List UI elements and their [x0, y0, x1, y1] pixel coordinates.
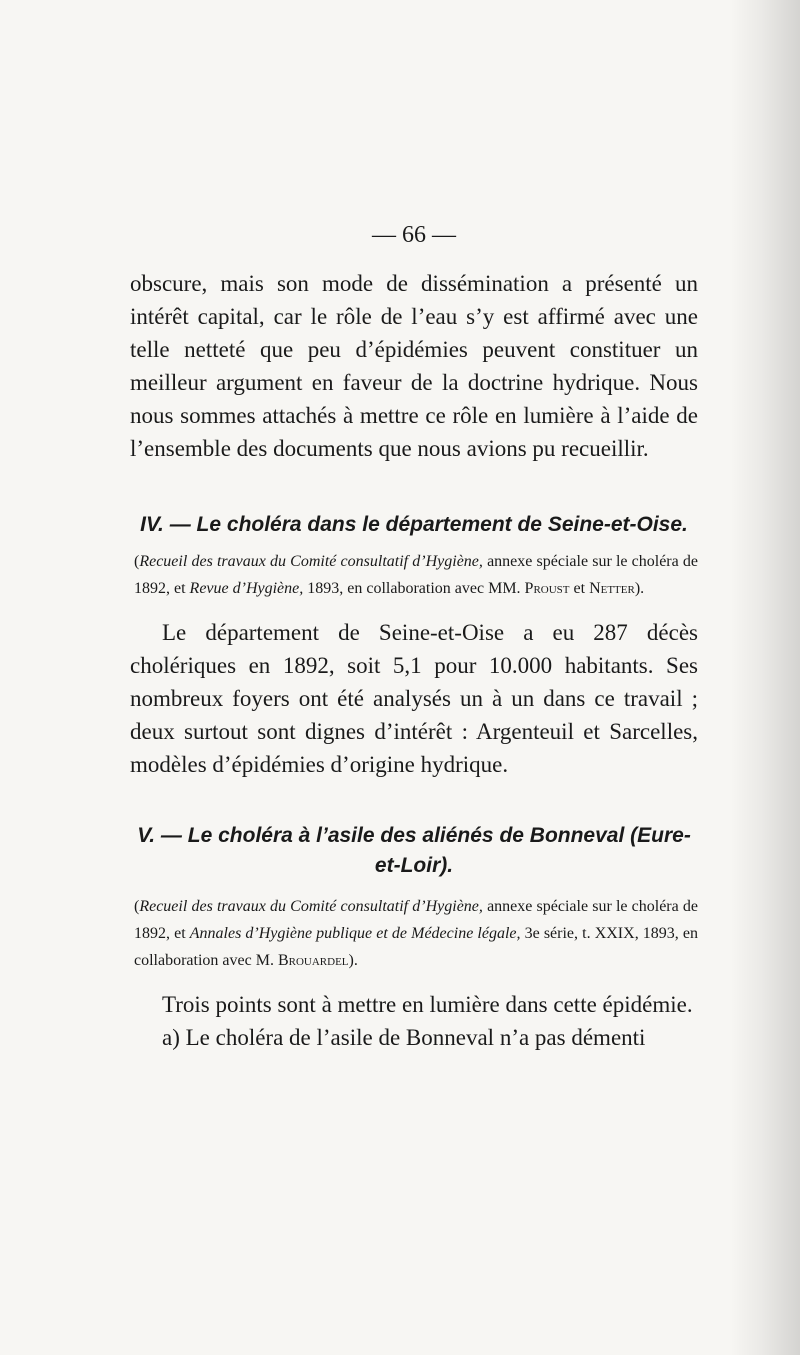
section-iv-heading: IV. — Le choléra dans le département de Seine-et-Oise. [140, 513, 688, 536]
intro-paragraph: obscure, mais son mode de dissémination a présenté un intérêt capital, car le rôle de l’eau s’y est affirmé avec une telle netteté que peu d’épidémies peuvent constituer un meilleur argument en faveur de la doctrine hydrique. Nous nous sommes attachés à mettre ce rôle en lumière à l’aide de l’ensemble des documents que nous avions pu recueillir. [130, 271, 698, 461]
section-iv-reference: (Recueil des travaux du Comité consultatif d’Hygiène, annexe spéciale sur le choléra de 1892, et Revue d’Hygiène, 1893, en collaboration avec MM. Proust et Netter). [134, 553, 699, 597]
page-content [130, 222, 698, 1054]
section-v-paragraph-2: a) Le choléra de l’asile de Bonneval n’a pas démenti [162, 1025, 646, 1050]
author-name: Brouardel [277, 952, 349, 969]
source-title: Revue d’Hygiène, [189, 580, 304, 597]
section-v-reference: (Recueil des travaux du Comité consultatif d’Hygiène, annexe spéciale sur le choléra de 1892, et Annales d’Hygiène publique et de Médecine légale, 3e série, t. XXIX, 1893, en collaboration avec M. Brouardel). [134, 898, 699, 969]
page-edge-shadow [730, 0, 800, 1355]
section-v-paragraph-1: Trois points sont à mettre en lumière dans cette épidémie. [162, 992, 693, 1017]
section-iv-paragraph: Le département de Seine-et-Oise a eu 287 décès cholériques en 1892, soit 5,1 pour 10.000 habitants. Ses nombreux foyers ont été analysés un à un dans ce travail ; deux surtout sont dignes d’intérêt : Argenteuil et Sarcelles, modèles d’épidémies d’origine hydrique. [130, 620, 698, 777]
page-number: — 66 — [372, 222, 456, 248]
source-title: Annales d’Hygiène publique et de Médecine légale, [189, 925, 521, 942]
source-title: Recueil des travaux du Comité consultatif d’Hygiène, [139, 898, 483, 915]
author-name: Proust [524, 580, 570, 597]
source-title: Recueil des travaux du Comité consultatif d’Hygiène, [139, 553, 483, 570]
author-name: Netter [589, 580, 635, 597]
section-v-heading: V. — Le choléra à l’asile des aliénés de Bonneval (Eure-et-Loir). [137, 824, 691, 877]
